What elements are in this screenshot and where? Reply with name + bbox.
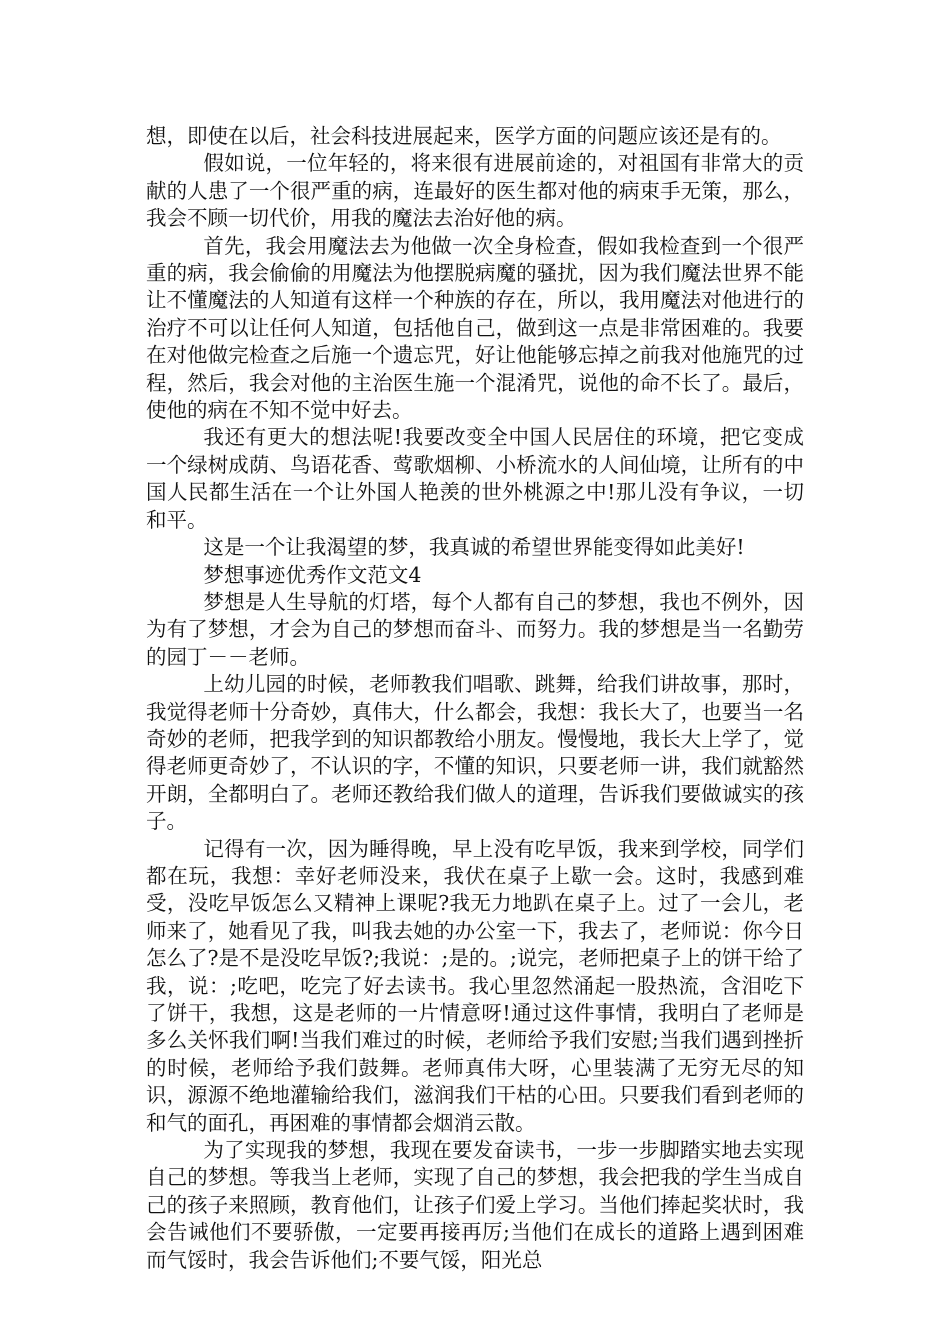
paragraph-continuation: 想，即使在以后，社会科技进展起来，医学方面的问题应该还是有的。 (146, 124, 782, 148)
paragraph: 为了实现我的梦想，我现在要发奋读书，一步一步脚踏实地去实现自己的梦想。等我当上老师，实现了自己的梦想，我会把我的学生当成自己的孩子来照顾，教育他们，让孩子们爱上学习。当他们捧起奖状时，我会告诫他们不要骄傲，一定要再接再厉;当他们在成长的道路上遇到困难而气馁时，我会告诉他们;不要气馁，阳光总 (146, 1138, 804, 1272)
paragraph: 我还有更大的想法呢!我要改变全中国人民居住的环境，把它变成一个绿树成荫、鸟语花香、莺歌烟柳、小桥流水的人间仙境，让所有的中国人民都生活在一个让外国人艳羡的世外桃源之中!那儿没有争议，一切和平。 (146, 425, 804, 532)
paragraph: 梦想是人生导航的灯塔，每个人都有自己的梦想，我也不例外，因为有了梦想，才会为自己的梦想而奋斗、而努力。我的梦想是当一名勤劳的园丁－－老师。 (146, 589, 804, 669)
section-heading: 梦想事迹优秀作文范文4 (203, 562, 422, 587)
document-body (146, 123, 804, 1274)
paragraph: 假如说，一位年轻的，将来很有进展前途的，对祖国有非常大的贡献的人患了一个很严重的病，连最好的医生都对他的病束手无策，那么，我会不顾一切代价，用我的魔法去治好他的病。 (146, 151, 804, 231)
paragraph: 上幼儿园的时候，老师教我们唱歌、跳舞，给我们讲故事，那时，我觉得老师十分奇妙，真伟大，什么都会，我想：我长大了，也要当一名奇妙的老师，把我学到的知识都教给小朋友。慢慢地，我长大上学了，觉得老师更奇妙了，不认识的字，不懂的知识，只要老师一讲，我们就豁然开朗，全都明白了。老师还教给我们做人的道理，告诉我们要做诚实的孩子。 (146, 672, 804, 834)
paragraph: 首先，我会用魔法去为他做一次全身检查，假如我检查到一个很严重的病，我会偷偷的用魔法为他摆脱病魔的骚扰，因为我们魔法世界不能让不懂魔法的人知道有这样一个种族的存在，所以，我用魔法对他进行的治疗不可以让任何人知道，包括他自己，做到这一点是非常困难的。我要在对他做完检查之后施一个遗忘咒，好让他能够忘掉之前我对他施咒的过程，然后，我会对他的主治医生施一个混淆咒，说他的命不长了。最后，使他的病在不知不觉中好去。 (146, 233, 804, 423)
paragraph: 这是一个让我渴望的梦，我真诚的希望世界能变得如此美好! (203, 535, 745, 560)
paragraph: 记得有一次，因为睡得晚，早上没有吃早饭，我来到学校，同学们都在玩，我想：幸好老师没来，我伏在桌子上歇一会。这时，我感到难受，没吃早饭怎么又精神上课呢?我无力地趴在桌子上。过了一会儿，老师来了，她看见了我，叫我去她的办公室一下，我去了，老师说：你今日怎么了?是不是没吃早饭?;我说：;是的。;说完，老师把桌子上的饼干给了我，说：;吃吧，吃完了好去读书。我心里忽然涌起一股热流，含泪吃下了饼干，我想，这是老师的一片情意呀!通过这件事情，我明白了老师是多么关怀我们啊!当我们难过的时候，老师给予我们安慰;当我们遇到挫折的时候，老师给予我们鼓舞。老师真伟大呀，心里装满了无穷无尽的知识，源源不绝地灌输给我们，滋润我们干枯的心田。只要我们看到老师的和气的面孔，再困难的事情都会烟消云散。 (146, 836, 804, 1135)
